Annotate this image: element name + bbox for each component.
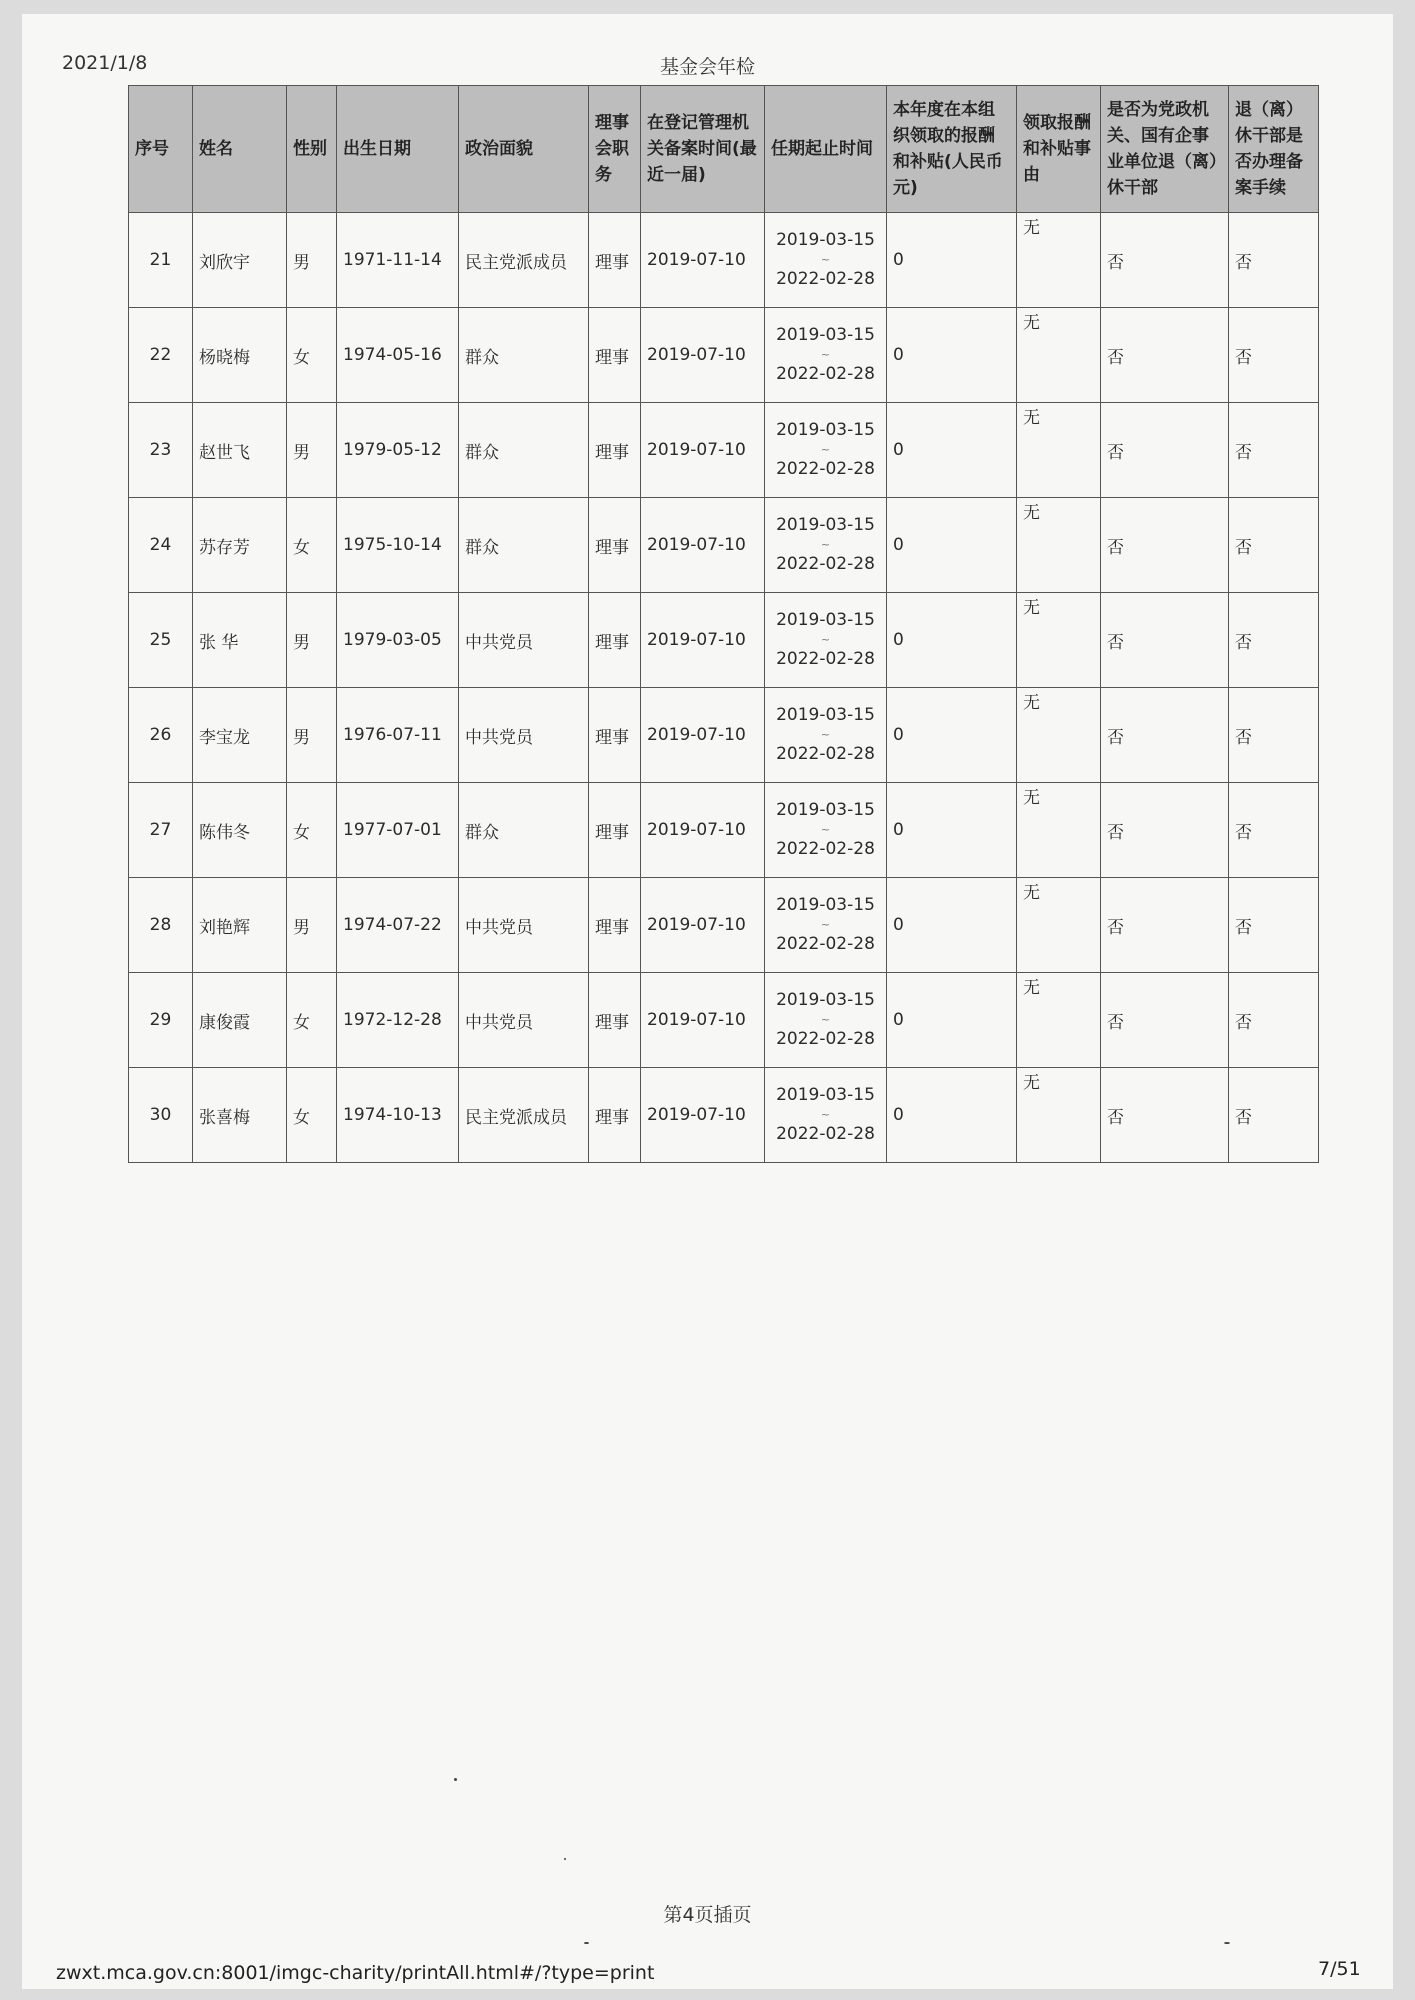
name-cell: 苏存芳 — [193, 498, 287, 593]
no-cell: 23 — [129, 403, 193, 498]
scan-speck — [454, 1778, 457, 1781]
gender-cell: 男 — [287, 878, 337, 973]
filed-cell: 2019-07-10 — [641, 783, 765, 878]
role-cell: 理事 — [589, 308, 641, 403]
term-sep: ~ — [820, 633, 831, 646]
table-row — [129, 593, 1319, 688]
birth-cell: 1977-07-01 — [337, 783, 459, 878]
no-cell: 26 — [129, 688, 193, 783]
print-date: 2021/1/8 — [62, 52, 148, 74]
retired-cell: 否 — [1101, 783, 1229, 878]
filed-cell: 2019-07-10 — [641, 688, 765, 783]
no-cell: 22 — [129, 308, 193, 403]
term-start: 2019-03-15 — [776, 800, 875, 820]
recorded-cell: 否 — [1229, 878, 1319, 973]
birth-cell: 1974-05-16 — [337, 308, 459, 403]
filed-cell: 2019-07-10 — [641, 593, 765, 688]
politics-cell: 中共党员 — [459, 593, 589, 688]
term-sep: ~ — [820, 918, 831, 931]
role-cell: 理事 — [589, 593, 641, 688]
name-cell: 杨晓梅 — [193, 308, 287, 403]
retired-cell: 否 — [1101, 593, 1229, 688]
birth-cell: 1975-10-14 — [337, 498, 459, 593]
reason-cell: 无 — [1017, 1068, 1101, 1163]
pay-cell: 0 — [887, 783, 1017, 878]
term-sep: ~ — [820, 538, 831, 551]
role-cell: 理事 — [589, 213, 641, 308]
gender-cell: 男 — [287, 403, 337, 498]
reason-cell: 无 — [1017, 213, 1101, 308]
term-end: 2022-02-28 — [776, 269, 875, 289]
term-end: 2022-02-28 — [776, 554, 875, 574]
page-counter: 7/51 — [1318, 1958, 1361, 1980]
print-url: zwxt.mca.gov.cn:8001/imgc-charity/printAll.html#/?type=print — [56, 1962, 655, 1984]
name-cell: 张喜梅 — [193, 1068, 287, 1163]
filed-cell: 2019-07-10 — [641, 878, 765, 973]
recorded-cell: 否 — [1229, 688, 1319, 783]
recorded-cell: 否 — [1229, 213, 1319, 308]
term-sep: ~ — [820, 728, 831, 741]
column-header: 序号 — [129, 86, 193, 213]
role-cell: 理事 — [589, 403, 641, 498]
term-start: 2019-03-15 — [776, 610, 875, 630]
pay-cell: 0 — [887, 688, 1017, 783]
term-sep: ~ — [820, 823, 831, 836]
term-sep: ~ — [820, 253, 831, 266]
column-header: 性别 — [287, 86, 337, 213]
role-cell: 理事 — [589, 688, 641, 783]
gender-cell: 女 — [287, 498, 337, 593]
filed-cell: 2019-07-10 — [641, 1068, 765, 1163]
term-start: 2019-03-15 — [776, 325, 875, 345]
name-cell: 李宝龙 — [193, 688, 287, 783]
page-insert-label: 第4页插页 — [663, 1904, 752, 1926]
reason-cell: 无 — [1017, 878, 1101, 973]
retired-cell: 否 — [1101, 308, 1229, 403]
reason-cell: 无 — [1017, 498, 1101, 593]
column-header: 本年度在本组织领取的报酬和补贴(人民币元) — [887, 86, 1017, 213]
birth-cell: 1971-11-14 — [337, 213, 459, 308]
pay-cell: 0 — [887, 498, 1017, 593]
scan-speck — [564, 1858, 566, 1860]
no-cell: 21 — [129, 213, 193, 308]
recorded-cell: 否 — [1229, 403, 1319, 498]
table-body — [129, 213, 1319, 1163]
retired-cell: 否 — [1101, 213, 1229, 308]
term-end: 2022-02-28 — [776, 649, 875, 669]
term-end: 2022-02-28 — [776, 934, 875, 954]
recorded-cell: 否 — [1229, 498, 1319, 593]
column-header: 政治面貌 — [459, 86, 589, 213]
table-row — [129, 308, 1319, 403]
filed-cell: 2019-07-10 — [641, 213, 765, 308]
gender-cell: 男 — [287, 213, 337, 308]
table-row — [129, 688, 1319, 783]
retired-cell: 否 — [1101, 498, 1229, 593]
term-cell — [765, 878, 887, 973]
role-cell: 理事 — [589, 1068, 641, 1163]
term-start: 2019-03-15 — [776, 420, 875, 440]
recorded-cell: 否 — [1229, 973, 1319, 1068]
retired-cell: 否 — [1101, 688, 1229, 783]
pay-cell: 0 — [887, 308, 1017, 403]
board-members-table — [128, 85, 1319, 1163]
pay-cell: 0 — [887, 403, 1017, 498]
reason-cell: 无 — [1017, 973, 1101, 1068]
term-sep: ~ — [820, 348, 831, 361]
term-cell — [765, 593, 887, 688]
scan-speck — [584, 1942, 589, 1944]
name-cell: 刘艳辉 — [193, 878, 287, 973]
term-start: 2019-03-15 — [776, 1085, 875, 1105]
table-row — [129, 973, 1319, 1068]
term-start: 2019-03-15 — [776, 515, 875, 535]
filed-cell: 2019-07-10 — [641, 403, 765, 498]
politics-cell: 中共党员 — [459, 688, 589, 783]
role-cell: 理事 — [589, 783, 641, 878]
column-header: 领取报酬和补贴事由 — [1017, 86, 1101, 213]
recorded-cell: 否 — [1229, 1068, 1319, 1163]
name-cell: 陈伟冬 — [193, 783, 287, 878]
politics-cell: 群众 — [459, 308, 589, 403]
politics-cell: 中共党员 — [459, 973, 589, 1068]
no-cell: 25 — [129, 593, 193, 688]
birth-cell: 1976-07-11 — [337, 688, 459, 783]
politics-cell: 群众 — [459, 498, 589, 593]
role-cell: 理事 — [589, 973, 641, 1068]
term-end: 2022-02-28 — [776, 1124, 875, 1144]
term-start: 2019-03-15 — [776, 990, 875, 1010]
birth-cell: 1979-05-12 — [337, 403, 459, 498]
role-cell: 理事 — [589, 498, 641, 593]
term-end: 2022-02-28 — [776, 459, 875, 479]
gender-cell: 男 — [287, 593, 337, 688]
gender-cell: 女 — [287, 308, 337, 403]
recorded-cell: 否 — [1229, 593, 1319, 688]
birth-cell: 1974-10-13 — [337, 1068, 459, 1163]
term-cell — [765, 1068, 887, 1163]
term-start: 2019-03-15 — [776, 895, 875, 915]
term-end: 2022-02-28 — [776, 364, 875, 384]
table-row — [129, 783, 1319, 878]
birth-cell: 1979-03-05 — [337, 593, 459, 688]
term-cell — [765, 688, 887, 783]
column-header: 是否为党政机关、国有企事业单位退（离）休干部 — [1101, 86, 1229, 213]
name-cell: 张 华 — [193, 593, 287, 688]
gender-cell: 男 — [287, 688, 337, 783]
gender-cell: 女 — [287, 973, 337, 1068]
pay-cell: 0 — [887, 973, 1017, 1068]
no-cell: 30 — [129, 1068, 193, 1163]
reason-cell: 无 — [1017, 403, 1101, 498]
term-sep: ~ — [820, 443, 831, 456]
birth-cell: 1972-12-28 — [337, 973, 459, 1068]
table-row — [129, 498, 1319, 593]
term-start: 2019-03-15 — [776, 230, 875, 250]
recorded-cell: 否 — [1229, 308, 1319, 403]
pay-cell: 0 — [887, 1068, 1017, 1163]
name-cell: 赵世飞 — [193, 403, 287, 498]
term-sep: ~ — [820, 1013, 831, 1026]
table-header-row — [129, 86, 1319, 213]
no-cell: 24 — [129, 498, 193, 593]
filed-cell: 2019-07-10 — [641, 973, 765, 1068]
term-cell — [765, 403, 887, 498]
term-end: 2022-02-28 — [776, 1029, 875, 1049]
retired-cell: 否 — [1101, 1068, 1229, 1163]
term-end: 2022-02-28 — [776, 744, 875, 764]
pay-cell: 0 — [887, 593, 1017, 688]
reason-cell: 无 — [1017, 593, 1101, 688]
retired-cell: 否 — [1101, 973, 1229, 1068]
gender-cell: 女 — [287, 1068, 337, 1163]
name-cell: 刘欣宇 — [193, 213, 287, 308]
politics-cell: 群众 — [459, 783, 589, 878]
term-cell — [765, 973, 887, 1068]
table-row — [129, 1068, 1319, 1163]
term-end: 2022-02-28 — [776, 839, 875, 859]
term-cell — [765, 498, 887, 593]
retired-cell: 否 — [1101, 878, 1229, 973]
role-cell: 理事 — [589, 878, 641, 973]
birth-cell: 1974-07-22 — [337, 878, 459, 973]
retired-cell: 否 — [1101, 403, 1229, 498]
reason-cell: 无 — [1017, 783, 1101, 878]
page-title: 基金会年检 — [659, 56, 755, 78]
reason-cell: 无 — [1017, 688, 1101, 783]
gender-cell: 女 — [287, 783, 337, 878]
term-cell — [765, 308, 887, 403]
name-cell: 康俊霞 — [193, 973, 287, 1068]
filed-cell: 2019-07-10 — [641, 308, 765, 403]
term-sep: ~ — [820, 1108, 831, 1121]
table-row — [129, 878, 1319, 973]
no-cell: 29 — [129, 973, 193, 1068]
column-header: 姓名 — [193, 86, 287, 213]
column-header: 在登记管理机关备案时间(最近一届) — [641, 86, 765, 213]
no-cell: 27 — [129, 783, 193, 878]
filed-cell: 2019-07-10 — [641, 498, 765, 593]
politics-cell: 群众 — [459, 403, 589, 498]
no-cell: 28 — [129, 878, 193, 973]
table-row — [129, 213, 1319, 308]
column-header: 出生日期 — [337, 86, 459, 213]
politics-cell: 民主党派成员 — [459, 1068, 589, 1163]
politics-cell: 中共党员 — [459, 878, 589, 973]
column-header: 理事会职务 — [589, 86, 641, 213]
term-start: 2019-03-15 — [776, 705, 875, 725]
recorded-cell: 否 — [1229, 783, 1319, 878]
table-row — [129, 403, 1319, 498]
term-cell — [765, 783, 887, 878]
column-header: 任期起止时间 — [765, 86, 887, 213]
politics-cell: 民主党派成员 — [459, 213, 589, 308]
term-cell — [765, 213, 887, 308]
reason-cell: 无 — [1017, 308, 1101, 403]
column-header: 退（离）休干部是否办理备案手续 — [1229, 86, 1319, 213]
scan-speck — [1224, 1942, 1230, 1944]
pay-cell: 0 — [887, 878, 1017, 973]
pay-cell: 0 — [887, 213, 1017, 308]
